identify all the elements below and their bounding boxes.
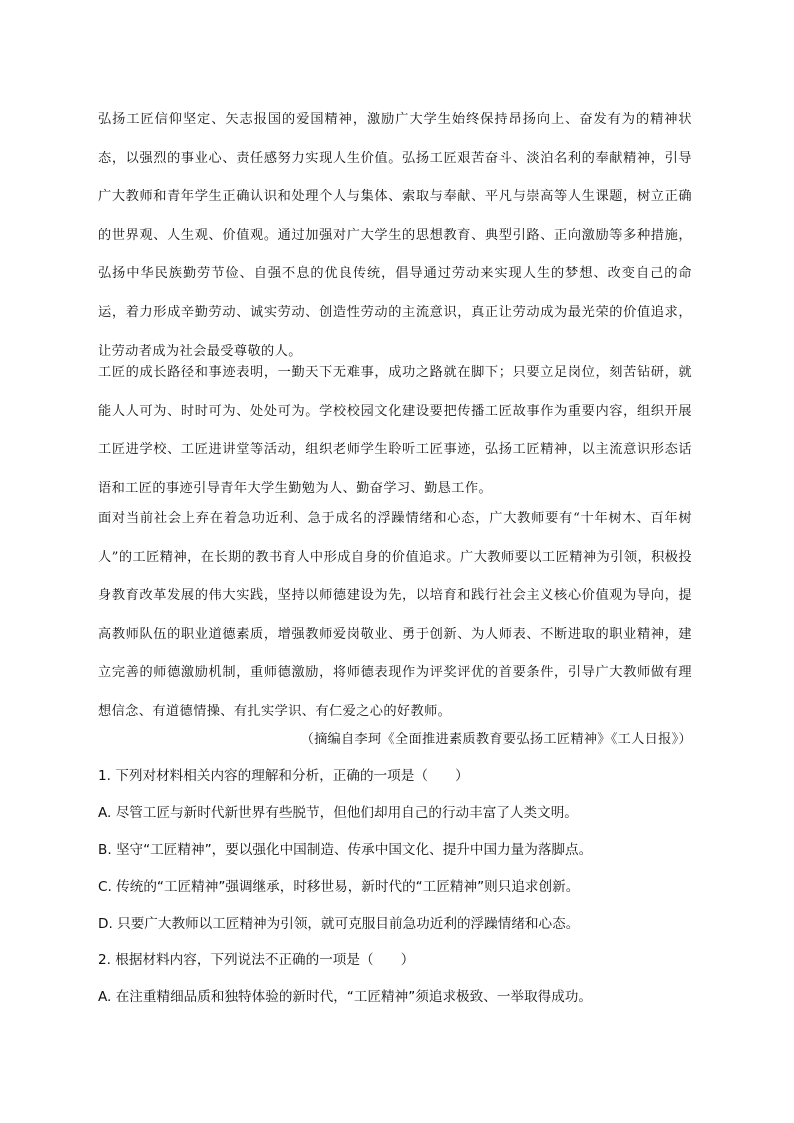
question-1-option-c: C. 传统的“工匠精神”强调继承，时移世易，新时代的“工匠精神”则只追求创新。 [98,879,580,895]
question-2-option-a: A. 在注重精细品质和独特体验的新时代，“工匠精神”须追求极致、一举取得成功。 [98,989,592,1005]
question-2-stem: 2. 根据材料内容，下列说法不正确的一项是（ ） [98,952,415,968]
article-source: （摘编自李珂《全面推进素质教育要弘扬工匠精神》《工人日报》） [300,732,692,747]
article-paragraph-1: 弘扬工匠信仰坚定、矢志报国的爱国精神，激励广大学生始终保持昂扬向上、奋发有为的精神状态，以强烈的事业心、责任感努力实现人生价值。弘扬工匠艰苦奋斗、淡泊名利的奉献精神，引导广大教师和青年学生正确认识和处理个人与集体、索取与奉献、平凡与崇高等人生课题，树立正确的世界观、人生观、价值观。通过加强对广大学生的思想教育、典型引路、正向激励等多种措施，弘扬中华民族勤劳节俭、自强不息的优良传统，倡导通过劳动来实现人生的梦想、改变自己的命运，着力形成辛勤劳动、诚实劳动、创造性劳动的主流意识，真正让劳动成为最光荣的价值追求，让劳动者成为社会最受尊敬的人。 [98,112,692,359]
article-paragraph-2: 工匠的成长路径和事迹表明，一勤天下无难事，成功之路就在脚下；只要立足岗位，刻苦钻研，就能人人可为、时时可为、处处可为。学校校园文化建设要把传播工匠故事作为重要内容，组织开展工匠进学校、工匠进讲堂等活动，组织老师学生聆听工匠事迹，弘扬工匠精神，以主流意识形态话语和工匠的事迹引导青年大学生勤勉为人、勤奋学习、勤恳工作。 [98,365,692,496]
question-1-option-a: A. 尽管工匠与新时代新世界有些脱节，但他们却用自己的行动丰富了人类文明。 [98,805,578,821]
question-1-stem: 1. 下列对材料相关内容的理解和分析，正确的一项是（ ） [98,768,469,784]
question-1-option-b: B. 坚守“工匠精神”，要以强化中国制造、传承中国文化、提升中国力量为落脚点。 [98,842,593,858]
article-paragraph-3: 面对当前社会上弃在着急功近利、急于成名的浮躁情绪和心态，广大教师要有“十年树木、百年树人”的工匠精神，在长期的教书育人中形成自身的价值追求。广大教师要以工匠精神为引领，积极投身教育改革发展的伟大实践，坚持以师德建设为先，以培育和践行社会主义核心价值观为导向，提高教师队伍的职业道德素质，增强教师爱岗敬业、勇于创新、为人师表、不断进取的职业精神，建立完善的师德激励机制，重师德激励，将师德表现作为评奖评优的首要条件，引导广大教师做有理想信念、有道德情操、有扎实学识、有仁爱之心的好教师。 [98,511,692,719]
question-1-option-d: D. 只要广大教师以工匠精神为引领，就可克服目前急功近利的浮躁情绪和心态。 [98,916,580,932]
